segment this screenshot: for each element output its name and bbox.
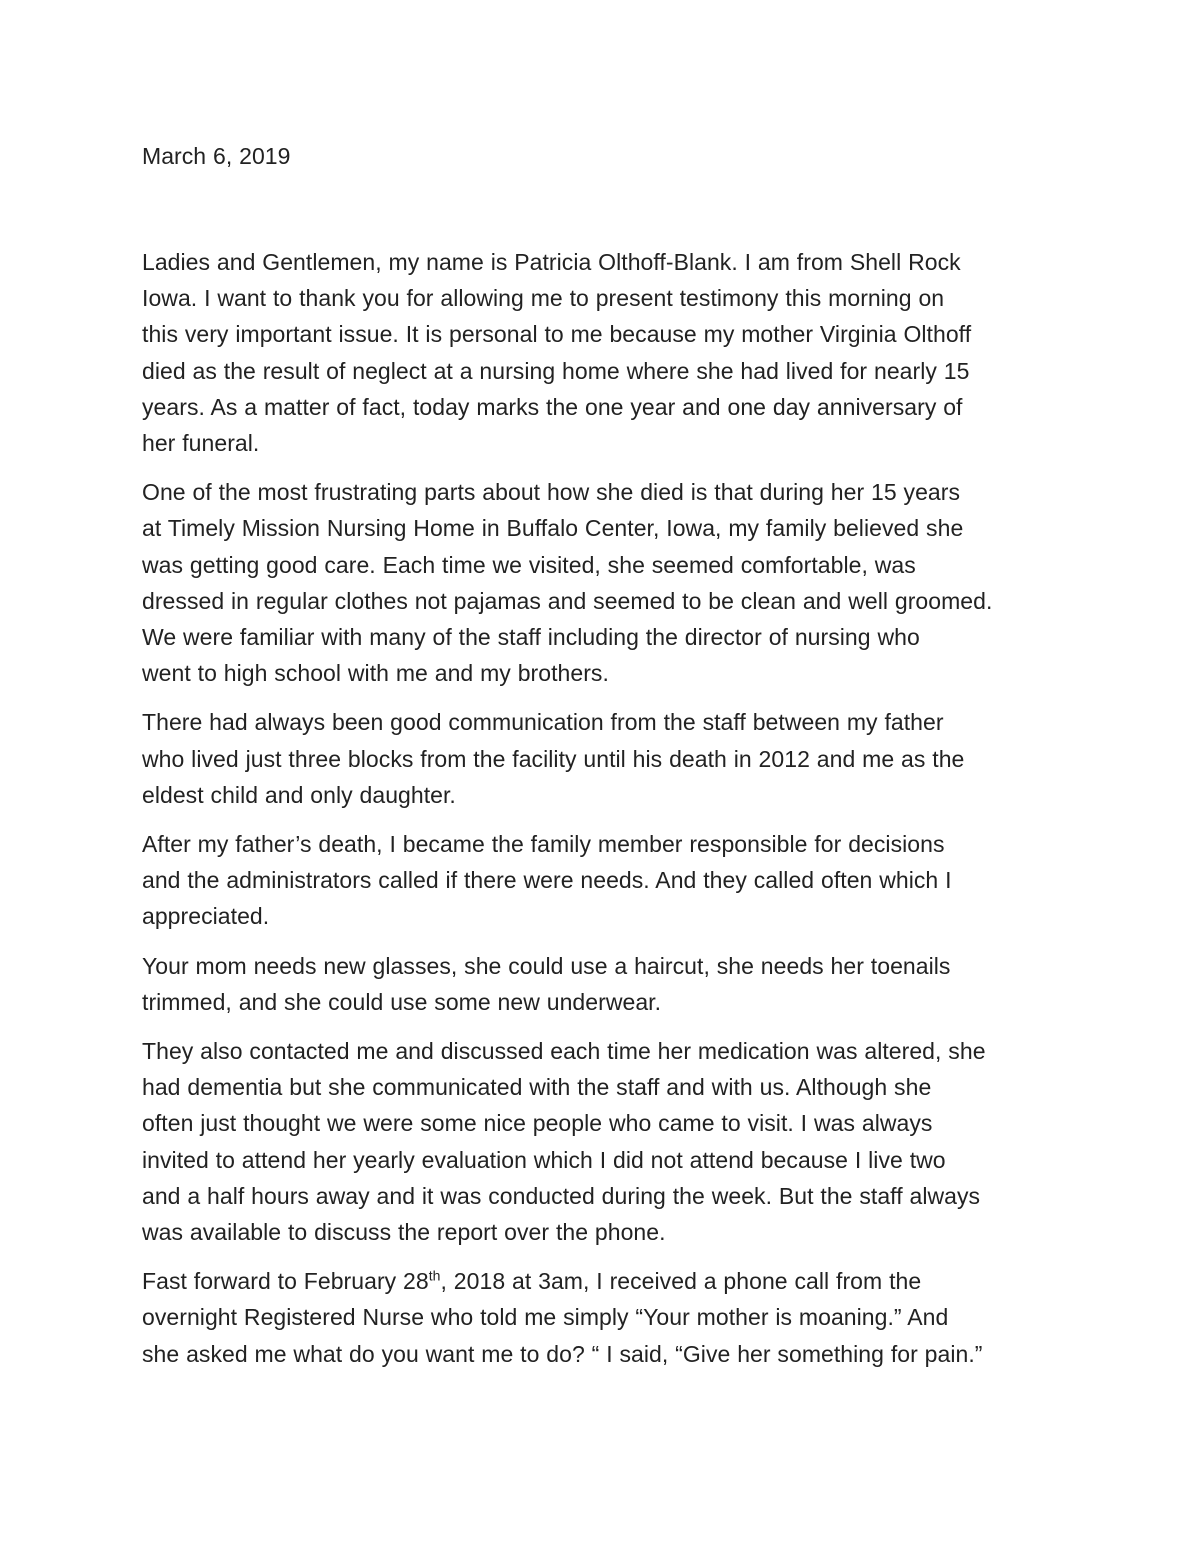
text-line: she asked me what do you want me to do? “ I said, “Give her something for pain.” [142, 1340, 983, 1367]
text-line [142, 1263, 1072, 1299]
text-line: went to high school with me and my brothers. [142, 660, 609, 687]
text-line: who lived just three blocks from the facility until his death in 2012 and me as the [142, 745, 965, 772]
paragraph-phone-call [142, 1263, 1072, 1372]
paragraph-communication [142, 704, 1072, 813]
text-line: was available to discuss the report over the phone. [142, 1219, 666, 1246]
text-line: We were familiar with many of the staff including the director of nursing who [142, 624, 920, 651]
text-line: was getting good care. Each time we visited, she seemed comfortable, was [142, 551, 916, 578]
text-line: Your mom needs new glasses, she could use a haircut, she needs her toenails [142, 952, 951, 979]
text-line: invited to attend her yearly evaluation which I did not attend because I live two [142, 1146, 946, 1173]
text-line: often just thought we were some nice people who came to visit. I was always [142, 1110, 933, 1137]
paragraph-nursing-home-care [142, 474, 1072, 691]
letter-body [142, 138, 1072, 1385]
text-fragment: Fast forward to February 28 [142, 1268, 429, 1295]
text-line: eldest child and only daughter. [142, 781, 456, 808]
text-line: had dementia but she communicated with the staff and with us. Although she [142, 1074, 932, 1101]
paragraph-introduction [142, 244, 1072, 461]
text-line: years. As a matter of fact, today marks the one year and one day anniversary of [142, 393, 963, 420]
text-line: trimmed, and she could use some new underwear. [142, 988, 662, 1015]
date-spacer [142, 174, 1072, 244]
letter-date: March 6, 2019 [142, 143, 291, 169]
text-line: her funeral. [142, 430, 260, 457]
text-line: and a half hours away and it was conducted during the week. But the staff always [142, 1182, 981, 1209]
paragraph-fathers-death [142, 826, 1072, 935]
superscript-ordinal: th [428, 1267, 441, 1284]
text-line: There had always been good communication from the staff between my father [142, 709, 944, 736]
text-line: died as the result of neglect at a nursing home where she had lived for nearly 15 [142, 357, 970, 384]
text-line: dressed in regular clothes not pajamas and seemed to be clean and well groomed. [142, 587, 993, 614]
text-line: Iowa. I want to thank you for allowing me to present testimony this morning on [142, 285, 945, 312]
text-line: Ladies and Gentlemen, my name is Patricia Olthoff-Blank. I am from Shell Rock [142, 249, 961, 275]
text-line: overnight Registered Nurse who told me simply “Your mother is moaning.” And [142, 1304, 949, 1331]
paragraph-needs [142, 948, 1072, 1020]
text-line: at Timely Mission Nursing Home in Buffalo Center, Iowa, my family believed she [142, 515, 964, 542]
text-line: appreciated. [142, 903, 270, 930]
text-line: One of the most frustrating parts about how she died is that during her 15 years [142, 479, 961, 506]
text-line: They also contacted me and discussed each time her medication was altered, she [142, 1038, 986, 1065]
text-fragment: , 2018 at 3am, I received a phone call from the [440, 1268, 922, 1295]
text-line: this very important issue. It is personal to me because my mother Virginia Olthoff [142, 321, 972, 348]
paragraph-medication [142, 1033, 1072, 1250]
text-line: After my father’s death, I became the family member responsible for decisions [142, 831, 945, 858]
text-line: and the administrators called if there were needs. And they called often which I [142, 867, 952, 894]
